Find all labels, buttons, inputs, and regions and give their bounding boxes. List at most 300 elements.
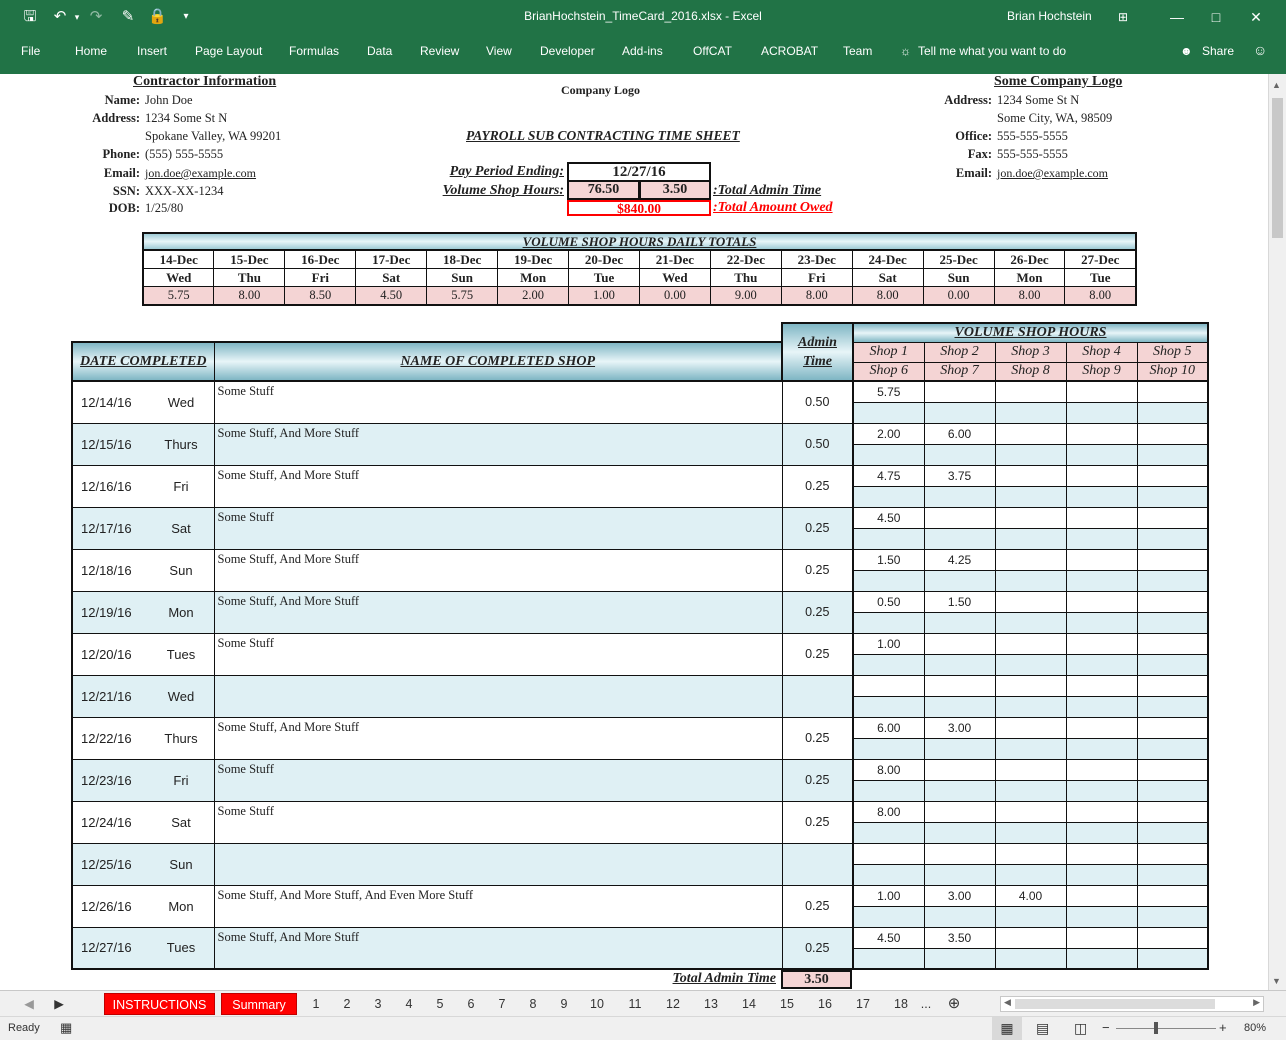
shop-hours-cell[interactable]	[924, 570, 995, 591]
shop-name-cell[interactable]	[214, 675, 782, 717]
sheet-tab[interactable]: 9	[560, 997, 568, 1011]
shop-hours-cell[interactable]	[995, 696, 1066, 717]
vertical-scrollbar[interactable]	[1268, 74, 1286, 990]
shop-hours-cell[interactable]	[1066, 738, 1137, 759]
shop-name-cell[interactable]: Some Stuff, And More Stuff	[214, 549, 782, 591]
shop-header-cell: Shop 10	[1137, 362, 1208, 381]
add-sheet-icon[interactable]: ⊕	[947, 995, 961, 1012]
shop-hours-cell[interactable]	[1137, 381, 1208, 402]
admin-time-cell[interactable]: 0.25	[782, 885, 853, 927]
shop-hours-cell[interactable]	[995, 549, 1066, 570]
daily-days-cell: Sun	[923, 269, 994, 287]
shop-hours-cell[interactable]	[924, 612, 995, 633]
hscroll-thumb[interactable]	[1015, 999, 1215, 1009]
daily-hours-cell[interactable]: 8.00	[994, 287, 1065, 305]
daily-hours-cell[interactable]: 8.50	[285, 287, 356, 305]
shop-hours-cell[interactable]	[1066, 927, 1137, 948]
undo-dropdown-icon[interactable]: ▾	[74, 12, 80, 22]
shop-hours-cell[interactable]	[1137, 843, 1208, 864]
shop-hours-cell[interactable]	[1137, 822, 1208, 843]
form-icon[interactable]: ✎	[121, 8, 135, 25]
sheet-tab[interactable]: 15	[780, 997, 794, 1011]
shop-hours-cell[interactable]	[1137, 591, 1208, 612]
shop-hours-cell[interactable]: 1.00	[853, 633, 924, 654]
scroll-down-icon[interactable]: ▼	[1272, 976, 1281, 986]
shop-hours-cell[interactable]	[853, 654, 924, 675]
date-cell[interactable]	[72, 465, 214, 507]
shop-hours-cell[interactable]	[1066, 906, 1137, 927]
daily-hours-cell[interactable]: 0.00	[923, 287, 994, 305]
zoom-level[interactable]: 80%	[1244, 1022, 1267, 1034]
office-value[interactable]: 555-555-5555	[997, 129, 1068, 143]
shop-hours-cell[interactable]	[995, 738, 1066, 759]
shop-name-cell[interactable]: Some Stuff	[214, 633, 782, 675]
shop-hours-cell[interactable]	[1066, 423, 1137, 444]
shop-hours-cell[interactable]: 8.00	[853, 801, 924, 822]
date-cell[interactable]	[72, 549, 214, 591]
shop-name-cell[interactable]: Some Stuff	[214, 381, 782, 423]
shop-hours-cell[interactable]	[924, 675, 995, 696]
shop-hours-cell[interactable]	[924, 444, 995, 465]
sheet-tab[interactable]: 18	[894, 997, 908, 1011]
shop-hours-cell[interactable]: 4.00	[995, 885, 1066, 906]
tab-summary[interactable]: Summary	[221, 993, 297, 1015]
shop-hours-cell[interactable]	[995, 465, 1066, 486]
shop-hours-cell[interactable]	[1137, 465, 1208, 486]
daily-hours-cell[interactable]: 5.75	[427, 287, 498, 305]
shop-hours-cell[interactable]	[995, 486, 1066, 507]
admin-time-cell[interactable]	[782, 843, 853, 885]
daily-hours-cell[interactable]: 0.00	[639, 287, 710, 305]
sheet-tab[interactable]: 3	[374, 997, 382, 1011]
shop-hours-cell[interactable]: 0.50	[853, 591, 924, 612]
scroll-left-icon[interactable]: ◀	[1004, 997, 1011, 1007]
admin-time-cell[interactable]: 0.25	[782, 549, 853, 591]
undo-icon[interactable]: ↶	[53, 8, 67, 25]
shop-hours-cell[interactable]: 6.00	[924, 423, 995, 444]
shop-hours-cell[interactable]	[995, 801, 1066, 822]
shop-name-cell[interactable]: Some Stuff	[214, 759, 782, 801]
shop-hours-cell[interactable]	[995, 906, 1066, 927]
shop-name-cell[interactable]: Some Stuff, And More Stuff	[214, 927, 782, 969]
admin-time-cell[interactable]: 0.25	[782, 801, 853, 843]
daily-dates-cell: 22-Dec	[710, 251, 781, 269]
tab-insert[interactable]: Insert	[137, 44, 168, 58]
shop-hours-cell[interactable]	[1066, 381, 1137, 402]
ssn-value[interactable]: XXX-XX-1234	[145, 184, 224, 198]
shop-hours-cell[interactable]: 3.75	[924, 465, 995, 486]
shop-hours-cell[interactable]	[1137, 570, 1208, 591]
sheet-tab[interactable]: 10	[590, 997, 604, 1011]
ribbon-display-icon[interactable]: ⊞	[1117, 10, 1129, 24]
shop-hours-cell[interactable]	[853, 675, 924, 696]
shop-hours-cell[interactable]	[1137, 528, 1208, 549]
share-button[interactable]: Share	[1202, 44, 1235, 58]
date-cell[interactable]	[72, 675, 214, 717]
shop-hours-cell[interactable]	[995, 654, 1066, 675]
shop-hours-cell[interactable]	[1066, 780, 1137, 801]
shop-hours-cell[interactable]	[1137, 906, 1208, 927]
shop-hours-cell[interactable]	[853, 612, 924, 633]
shop-hours-cell[interactable]	[1137, 801, 1208, 822]
shop-hours-cell[interactable]	[1066, 528, 1137, 549]
admin-time-cell[interactable]: 0.25	[782, 633, 853, 675]
shop-hours-cell[interactable]	[853, 696, 924, 717]
normal-view-icon[interactable]: ▦	[992, 1017, 1022, 1040]
shop-hours-cell[interactable]: 3.50	[924, 927, 995, 948]
next-sheet-icon[interactable]: ▶	[54, 997, 64, 1011]
sheet-tab[interactable]: 17	[856, 997, 870, 1011]
close-icon[interactable]: ✕	[1250, 9, 1262, 25]
tab-review[interactable]: Review	[420, 44, 460, 58]
shop-hours-cell[interactable]	[853, 402, 924, 423]
company-address-line2[interactable]: Some City, WA, 98509	[997, 111, 1113, 125]
sheet-tab[interactable]: 12	[666, 997, 680, 1011]
shop-hours-cell[interactable]	[1066, 486, 1137, 507]
shop-hours-cell[interactable]	[995, 402, 1066, 423]
shop-hours-cell[interactable]	[1137, 780, 1208, 801]
sheet-tab[interactable]: 2	[343, 997, 351, 1011]
shop-hours-cell[interactable]	[1137, 654, 1208, 675]
shop-hours-cell[interactable]	[1066, 696, 1137, 717]
shop-hours-cell[interactable]	[1137, 612, 1208, 633]
company-address-line1[interactable]: 1234 Some St N	[997, 93, 1080, 107]
shop-hours-cell[interactable]	[995, 717, 1066, 738]
shop-hours-cell[interactable]: 8.00	[853, 759, 924, 780]
shop-hours-cell[interactable]: 2.00	[853, 423, 924, 444]
shop-hours-cell[interactable]: 4.25	[924, 549, 995, 570]
tab-formulas[interactable]: Formulas	[289, 44, 340, 58]
shop-hours-cell[interactable]	[924, 402, 995, 423]
shop-hours-cell[interactable]	[924, 381, 995, 402]
shop-hours-cell[interactable]: 1.50	[853, 549, 924, 570]
page-layout-view-icon[interactable]: ▤	[1036, 1020, 1050, 1036]
daily-hours-cell[interactable]: 5.75	[143, 287, 214, 305]
shop-hours-cell[interactable]	[1066, 570, 1137, 591]
shop-hours-cell[interactable]	[1066, 549, 1137, 570]
shop-hours-cell[interactable]	[1137, 486, 1208, 507]
shop-hours-cell[interactable]: 6.00	[853, 717, 924, 738]
customize-toolbar-icon[interactable]: ▾	[183, 11, 189, 22]
shop-hours-cell[interactable]	[1137, 948, 1208, 969]
row-date: 12/17/16	[81, 520, 132, 536]
macro-record-icon[interactable]: ▦	[60, 1020, 73, 1035]
shop-hours-cell[interactable]	[995, 381, 1066, 402]
shop-hours-cell[interactable]	[995, 570, 1066, 591]
ribbon-tab-bar	[0, 34, 1286, 74]
shop-hours-cell[interactable]: 1.50	[924, 591, 995, 612]
shop-hours-cell[interactable]: 1.00	[853, 885, 924, 906]
date-cell[interactable]	[72, 633, 214, 675]
shop-hours-cell[interactable]: 4.75	[853, 465, 924, 486]
date-cell[interactable]	[72, 843, 214, 885]
shop-hours-cell[interactable]	[853, 906, 924, 927]
daily-hours-cell[interactable]: 8.00	[852, 287, 923, 305]
shop-hours-cell[interactable]	[995, 864, 1066, 885]
daily-hours-cell[interactable]: 1.00	[569, 287, 640, 305]
shop-hours-cell[interactable]	[1137, 696, 1208, 717]
scroll-up-icon[interactable]: ▲	[1272, 80, 1281, 90]
daily-hours-cell[interactable]: 8.00	[214, 287, 285, 305]
shop-hours-cell[interactable]	[1066, 843, 1137, 864]
more-tabs[interactable]: ...	[920, 997, 932, 1011]
sheet-tab[interactable]: 11	[628, 997, 642, 1011]
sheet-tab[interactable]: 13	[704, 997, 718, 1011]
sheet-tab[interactable]: 1	[312, 997, 320, 1011]
shop-hours-cell[interactable]: 4.50	[853, 507, 924, 528]
tab-instructions[interactable]: INSTRUCTIONS	[104, 993, 215, 1015]
zoom-slider[interactable]	[1116, 1028, 1216, 1029]
date-cell[interactable]	[72, 381, 214, 423]
date-cell[interactable]	[72, 423, 214, 465]
shop-hours-cell[interactable]	[853, 570, 924, 591]
shop-hours-cell[interactable]	[995, 528, 1066, 549]
shop-hours-cell[interactable]	[924, 528, 995, 549]
tab-page-layout[interactable]: Page Layout	[195, 44, 263, 58]
date-cell[interactable]	[72, 759, 214, 801]
page-break-view-icon[interactable]: ◫	[1074, 1020, 1088, 1036]
shop-hours-cell[interactable]	[924, 906, 995, 927]
sheet-tab[interactable]: 4	[405, 997, 413, 1011]
redo-icon[interactable]: ↷	[89, 8, 103, 25]
zoom-out-icon[interactable]: −	[1102, 1020, 1110, 1035]
shop-hours-cell[interactable]	[853, 864, 924, 885]
daily-hours-cell[interactable]: 2.00	[498, 287, 569, 305]
shop-hours-cell[interactable]: 3.00	[924, 717, 995, 738]
daily-days-cell: Tue	[1065, 269, 1136, 287]
shop-hours-cell[interactable]	[1137, 759, 1208, 780]
date-cell[interactable]	[72, 591, 214, 633]
shop-hours-cell[interactable]	[1137, 738, 1208, 759]
scroll-right-icon[interactable]: ▶	[1253, 997, 1260, 1007]
shop-hours-cell[interactable]	[853, 528, 924, 549]
volume-hours-value[interactable]: 76.50	[567, 182, 640, 200]
shop-hours-cell[interactable]	[924, 696, 995, 717]
shop-name-cell[interactable]: Some Stuff	[214, 801, 782, 843]
daily-hours-cell[interactable]: 8.00	[781, 287, 852, 305]
admin-time-cell[interactable]: 0.25	[782, 591, 853, 633]
shop-hours-cell[interactable]	[924, 507, 995, 528]
shop-hours-cell[interactable]: 3.00	[924, 885, 995, 906]
shop-hours-cell[interactable]	[924, 759, 995, 780]
shop-hours-cell[interactable]	[853, 822, 924, 843]
shop-hours-cell[interactable]	[1066, 465, 1137, 486]
tab-acrobat[interactable]: ACROBAT	[761, 44, 819, 58]
shop-hours-cell[interactable]	[924, 738, 995, 759]
shop-hours-cell[interactable]	[1137, 633, 1208, 654]
shop-hours-cell[interactable]	[995, 843, 1066, 864]
maximize-icon[interactable]: □	[1211, 9, 1221, 25]
tab-home[interactable]: Home	[75, 44, 108, 58]
daily-hours-cell[interactable]: 4.50	[356, 287, 427, 305]
shop-hours-cell[interactable]	[1137, 549, 1208, 570]
row-date: 12/16/16	[81, 478, 132, 494]
tell-me-search[interactable]: Tell me what you want to do	[918, 44, 1067, 58]
shop-name-cell[interactable]: Some Stuff, And More Stuff, And Even More Stuff	[214, 885, 782, 927]
horizontal-scrollbar[interactable]	[1000, 996, 1264, 1012]
company-email-link[interactable]: jon.doe@example.com	[997, 166, 1109, 180]
shop-hours-cell[interactable]	[924, 801, 995, 822]
fax-value[interactable]: 555-555-5555	[997, 147, 1068, 161]
company-logo-text: Company Logo	[561, 83, 641, 97]
save-icon[interactable]: 🖫	[23, 8, 37, 25]
shop-hours-cell[interactable]	[853, 486, 924, 507]
total-admin-value[interactable]: 3.50	[781, 970, 852, 989]
daily-days-cell: Thu	[214, 269, 285, 287]
shop-hours-cell[interactable]	[1066, 759, 1137, 780]
shop-hours-cell[interactable]	[995, 822, 1066, 843]
table-row	[72, 759, 1208, 780]
row-day: Sat	[171, 814, 191, 830]
shop-hours-cell[interactable]	[1066, 654, 1137, 675]
shop-hours-cell[interactable]	[995, 633, 1066, 654]
shop-hours-cell[interactable]	[995, 507, 1066, 528]
admin-time-cell[interactable]: 0.50	[782, 423, 853, 465]
zoom-in-icon[interactable]: +	[1219, 1020, 1227, 1035]
tab-add-ins[interactable]: Add-ins	[622, 44, 663, 58]
sheet-tab[interactable]: 6	[467, 997, 475, 1011]
shop-name-cell[interactable]	[214, 843, 782, 885]
tab-team[interactable]: Team	[843, 44, 873, 58]
shop-hours-cell[interactable]	[1137, 402, 1208, 423]
lock-icon[interactable]: 🔒	[148, 8, 167, 25]
admin-time-cell[interactable]: 0.25	[782, 465, 853, 507]
shop-hours-cell[interactable]	[924, 486, 995, 507]
shop-hours-cell[interactable]	[1137, 885, 1208, 906]
shop-hours-cell[interactable]	[1066, 717, 1137, 738]
sheet-tab[interactable]: 5	[436, 997, 444, 1011]
shop-hours-cell[interactable]	[1066, 507, 1137, 528]
date-cell[interactable]	[72, 801, 214, 843]
admin-time-cell[interactable]: 0.25	[782, 759, 853, 801]
daily-dates-cell: 14-Dec	[143, 251, 214, 269]
shop-hours-cell[interactable]	[1066, 864, 1137, 885]
shop-hours-cell[interactable]	[995, 948, 1066, 969]
shop-hours-cell[interactable]	[924, 864, 995, 885]
shop-name-cell[interactable]: Some Stuff, And More Stuff	[214, 591, 782, 633]
shop-hours-cell[interactable]	[1066, 675, 1137, 696]
shop-hours-cell[interactable]	[924, 633, 995, 654]
feedback-icon[interactable]: ☺	[1253, 42, 1268, 58]
admin-time-cell[interactable]	[782, 675, 853, 717]
tab-developer[interactable]: Developer	[540, 44, 595, 58]
shop-hours-cell[interactable]	[1066, 591, 1137, 612]
admin-time-cell[interactable]: 0.25	[782, 507, 853, 549]
tab-offcat[interactable]: OffCAT	[693, 44, 732, 58]
prev-sheet-icon[interactable]: ◀	[24, 997, 34, 1011]
shop-header-cell: Shop 9	[1066, 362, 1137, 381]
row-date: 12/22/16	[81, 730, 132, 746]
date-cell[interactable]	[72, 927, 214, 969]
scroll-thumb[interactable]	[1272, 98, 1283, 238]
shop-hours-cell[interactable]	[924, 843, 995, 864]
shop-hours-cell[interactable]	[1066, 801, 1137, 822]
admin-hours-value[interactable]: 3.50	[639, 182, 711, 200]
tab-file[interactable]: File	[21, 44, 41, 58]
shop-name-cell[interactable]: Some Stuff	[214, 507, 782, 549]
shop-hours-cell[interactable]	[995, 780, 1066, 801]
shop-hours-cell[interactable]	[1066, 444, 1137, 465]
shop-hours-cell[interactable]	[853, 444, 924, 465]
sheet-tab[interactable]: 14	[742, 997, 756, 1011]
admin-time-cell[interactable]: 0.25	[782, 927, 853, 969]
shop-hours-cell[interactable]	[995, 591, 1066, 612]
shop-hours-cell[interactable]	[995, 612, 1066, 633]
shop-hours-cell[interactable]	[1137, 507, 1208, 528]
shop-hours-cell[interactable]	[924, 654, 995, 675]
shop-hours-cell[interactable]	[995, 423, 1066, 444]
volume-shop-hours-header: VOLUME SHOP HOURS	[853, 323, 1208, 342]
shop-hours-cell[interactable]	[924, 822, 995, 843]
shop-name-cell[interactable]: Some Stuff, And More Stuff	[214, 423, 782, 465]
admin-time-cell[interactable]: 0.50	[782, 381, 853, 423]
shop-hours-cell[interactable]: 5.75	[853, 381, 924, 402]
address-line2[interactable]: Spokane Valley, WA 99201	[145, 129, 282, 143]
shop-hours-cell[interactable]	[995, 927, 1066, 948]
shop-hours-cell[interactable]	[995, 444, 1066, 465]
daily-dates-cell: 17-Dec	[356, 251, 427, 269]
shop-hours-cell[interactable]	[853, 843, 924, 864]
sheet-tab[interactable]: 16	[818, 997, 832, 1011]
shop-hours-cell[interactable]	[1137, 717, 1208, 738]
table-row	[72, 675, 1208, 696]
name-value[interactable]: John Doe	[145, 93, 193, 107]
sheet-tab[interactable]: 8	[529, 997, 537, 1011]
shop-hours-cell[interactable]	[1137, 675, 1208, 696]
shop-hours-cell[interactable]	[1066, 402, 1137, 423]
shop-hours-cell[interactable]	[1066, 885, 1137, 906]
phone-value[interactable]: (555) 555-5555	[145, 147, 224, 161]
shop-hours-cell[interactable]	[1066, 633, 1137, 654]
shop-hours-cell[interactable]	[1066, 822, 1137, 843]
pay-period-value[interactable]: 12/27/16	[567, 162, 711, 182]
shop-hours-cell[interactable]: 4.50	[853, 927, 924, 948]
shop-hours-cell[interactable]	[1137, 864, 1208, 885]
shop-hours-cell[interactable]	[853, 780, 924, 801]
daily-hours-cell[interactable]: 9.00	[710, 287, 781, 305]
shop-hours-cell[interactable]	[853, 738, 924, 759]
shop-hours-cell[interactable]	[995, 759, 1066, 780]
date-cell[interactable]	[72, 717, 214, 759]
shop-hours-cell[interactable]	[1137, 927, 1208, 948]
sheet-tab[interactable]: 7	[498, 997, 506, 1011]
shop-hours-cell[interactable]	[853, 948, 924, 969]
shop-name-cell[interactable]: Some Stuff, And More Stuff	[214, 717, 782, 759]
date-cell[interactable]	[72, 507, 214, 549]
shop-hours-cell[interactable]	[924, 780, 995, 801]
shop-name-cell[interactable]: Some Stuff, And More Stuff	[214, 465, 782, 507]
shop-hours-cell[interactable]	[1066, 612, 1137, 633]
dob-value[interactable]: 1/25/80	[145, 201, 184, 215]
shop-hours-cell[interactable]	[1137, 444, 1208, 465]
shop-hours-cell[interactable]	[1066, 948, 1137, 969]
daily-dates-cell: 26-Dec	[994, 251, 1065, 269]
admin-time-cell[interactable]: 0.25	[782, 717, 853, 759]
amount-owed-value[interactable]: $840.00	[567, 200, 711, 216]
tab-data[interactable]: Data	[367, 44, 393, 58]
minimize-icon[interactable]: —	[1170, 9, 1184, 25]
user-name[interactable]: Brian Hochstein	[1007, 9, 1092, 23]
zoom-slider-thumb[interactable]	[1154, 1022, 1158, 1034]
shop-hours-cell[interactable]	[1137, 423, 1208, 444]
address-line1[interactable]: 1234 Some St N	[145, 111, 228, 125]
daily-hours-cell[interactable]: 8.00	[1065, 287, 1136, 305]
shop-hours-cell[interactable]	[995, 675, 1066, 696]
shop-hours-cell[interactable]	[924, 948, 995, 969]
date-cell[interactable]	[72, 885, 214, 927]
email-link[interactable]: jon.doe@example.com	[145, 166, 257, 180]
tab-view[interactable]: View	[486, 44, 512, 58]
